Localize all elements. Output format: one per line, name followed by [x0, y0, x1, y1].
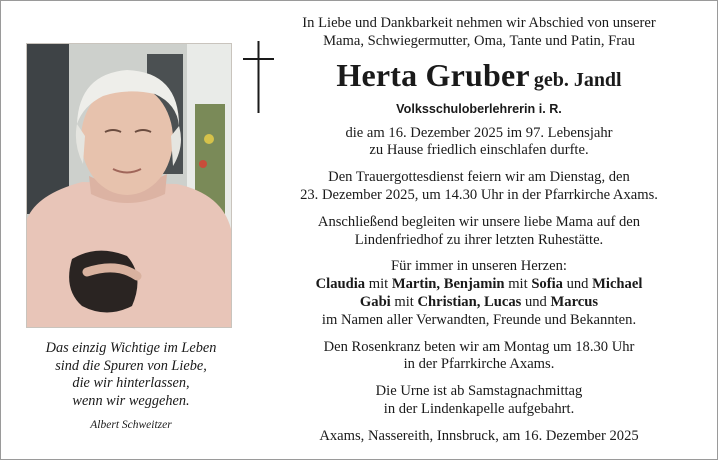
- connector-word: mit: [365, 276, 392, 293]
- mourners-closing: im Namen aller Verwandten, Freunde und Bekannten.: [321, 311, 637, 328]
- rosary-text-line: Den Rosenkranz beten wir am Montag um 18.30 Uhr: [323, 338, 635, 355]
- mourners-line: [279, 276, 679, 294]
- mourner-name: Christian, Lucas: [417, 293, 522, 310]
- announcement-text: [279, 15, 679, 446]
- mourner-name: Marcus: [550, 293, 599, 310]
- quote-line: Das einzig Wichtige im Leben: [45, 340, 217, 356]
- deceased-profession: Volksschuloberlehrerin i. R.: [396, 101, 562, 116]
- funeral-text-line: Den Trauergottesdienst feiern wir am Dienstag, den: [328, 169, 630, 186]
- maiden-name: geb. Jandl: [533, 68, 622, 91]
- memorial-quote: [21, 340, 241, 435]
- portrait-photo: [26, 43, 232, 328]
- intro-line: In Liebe und Dankbarkeit nehmen wir Abschied von unserer: [302, 15, 656, 31]
- place-date: Axams, Nassereith, Innsbruck, am 16. Dezember 2025: [319, 427, 639, 444]
- burial-text-line: Anschließend begleiten wir unsere liebe Mama auf den: [317, 213, 641, 230]
- mourner-name: Martin, Benjamin: [391, 276, 505, 293]
- deceased-name: Herta Gruber: [336, 56, 530, 93]
- mourner-name: Sofia: [531, 276, 563, 293]
- mourner-name: Michael: [592, 276, 643, 293]
- rosary-text-line: in der Pfarrkirche Axams.: [403, 356, 555, 373]
- quote-author: Albert Schweitzer: [90, 419, 172, 431]
- quote-line: wenn wir weggehen.: [72, 392, 190, 409]
- deceased-name-line: [279, 58, 679, 99]
- connector-word: mit: [504, 276, 532, 293]
- urn-text-line: Die Urne ist ab Samstagnachmittag: [375, 383, 583, 400]
- connector-word: und: [562, 276, 593, 293]
- intro-line: Mama, Schwiegermutter, Oma, Tante und Patin, Frau: [323, 32, 635, 49]
- connector-word: mit: [390, 293, 418, 310]
- connector-word: und: [521, 293, 551, 310]
- cross-icon: [243, 41, 275, 113]
- mourners-heading: Für immer in unseren Herzen:: [391, 258, 567, 275]
- funeral-text-line: 23. Dezember 2025, um 14.30 Uhr in der Pfarrkirche Axams.: [300, 186, 658, 203]
- burial-text-line: Lindenfriedhof zu ihrer letzten Ruhestätte.: [354, 231, 604, 248]
- urn-text-line: in der Lindenkapelle aufgebahrt.: [383, 400, 575, 417]
- mourner-name: Claudia: [315, 276, 366, 293]
- quote-line: sind die Spuren von Liebe,: [55, 357, 207, 374]
- death-text-line: zu Hause friedlich einschlafen durfte.: [369, 142, 589, 159]
- mourner-name: Gabi: [359, 293, 391, 310]
- quote-line: die wir hinterlassen,: [72, 375, 190, 391]
- death-text-line: die am 16. Dezember 2025 im 97. Lebensjahr: [345, 124, 613, 141]
- mourners-line: [279, 294, 679, 312]
